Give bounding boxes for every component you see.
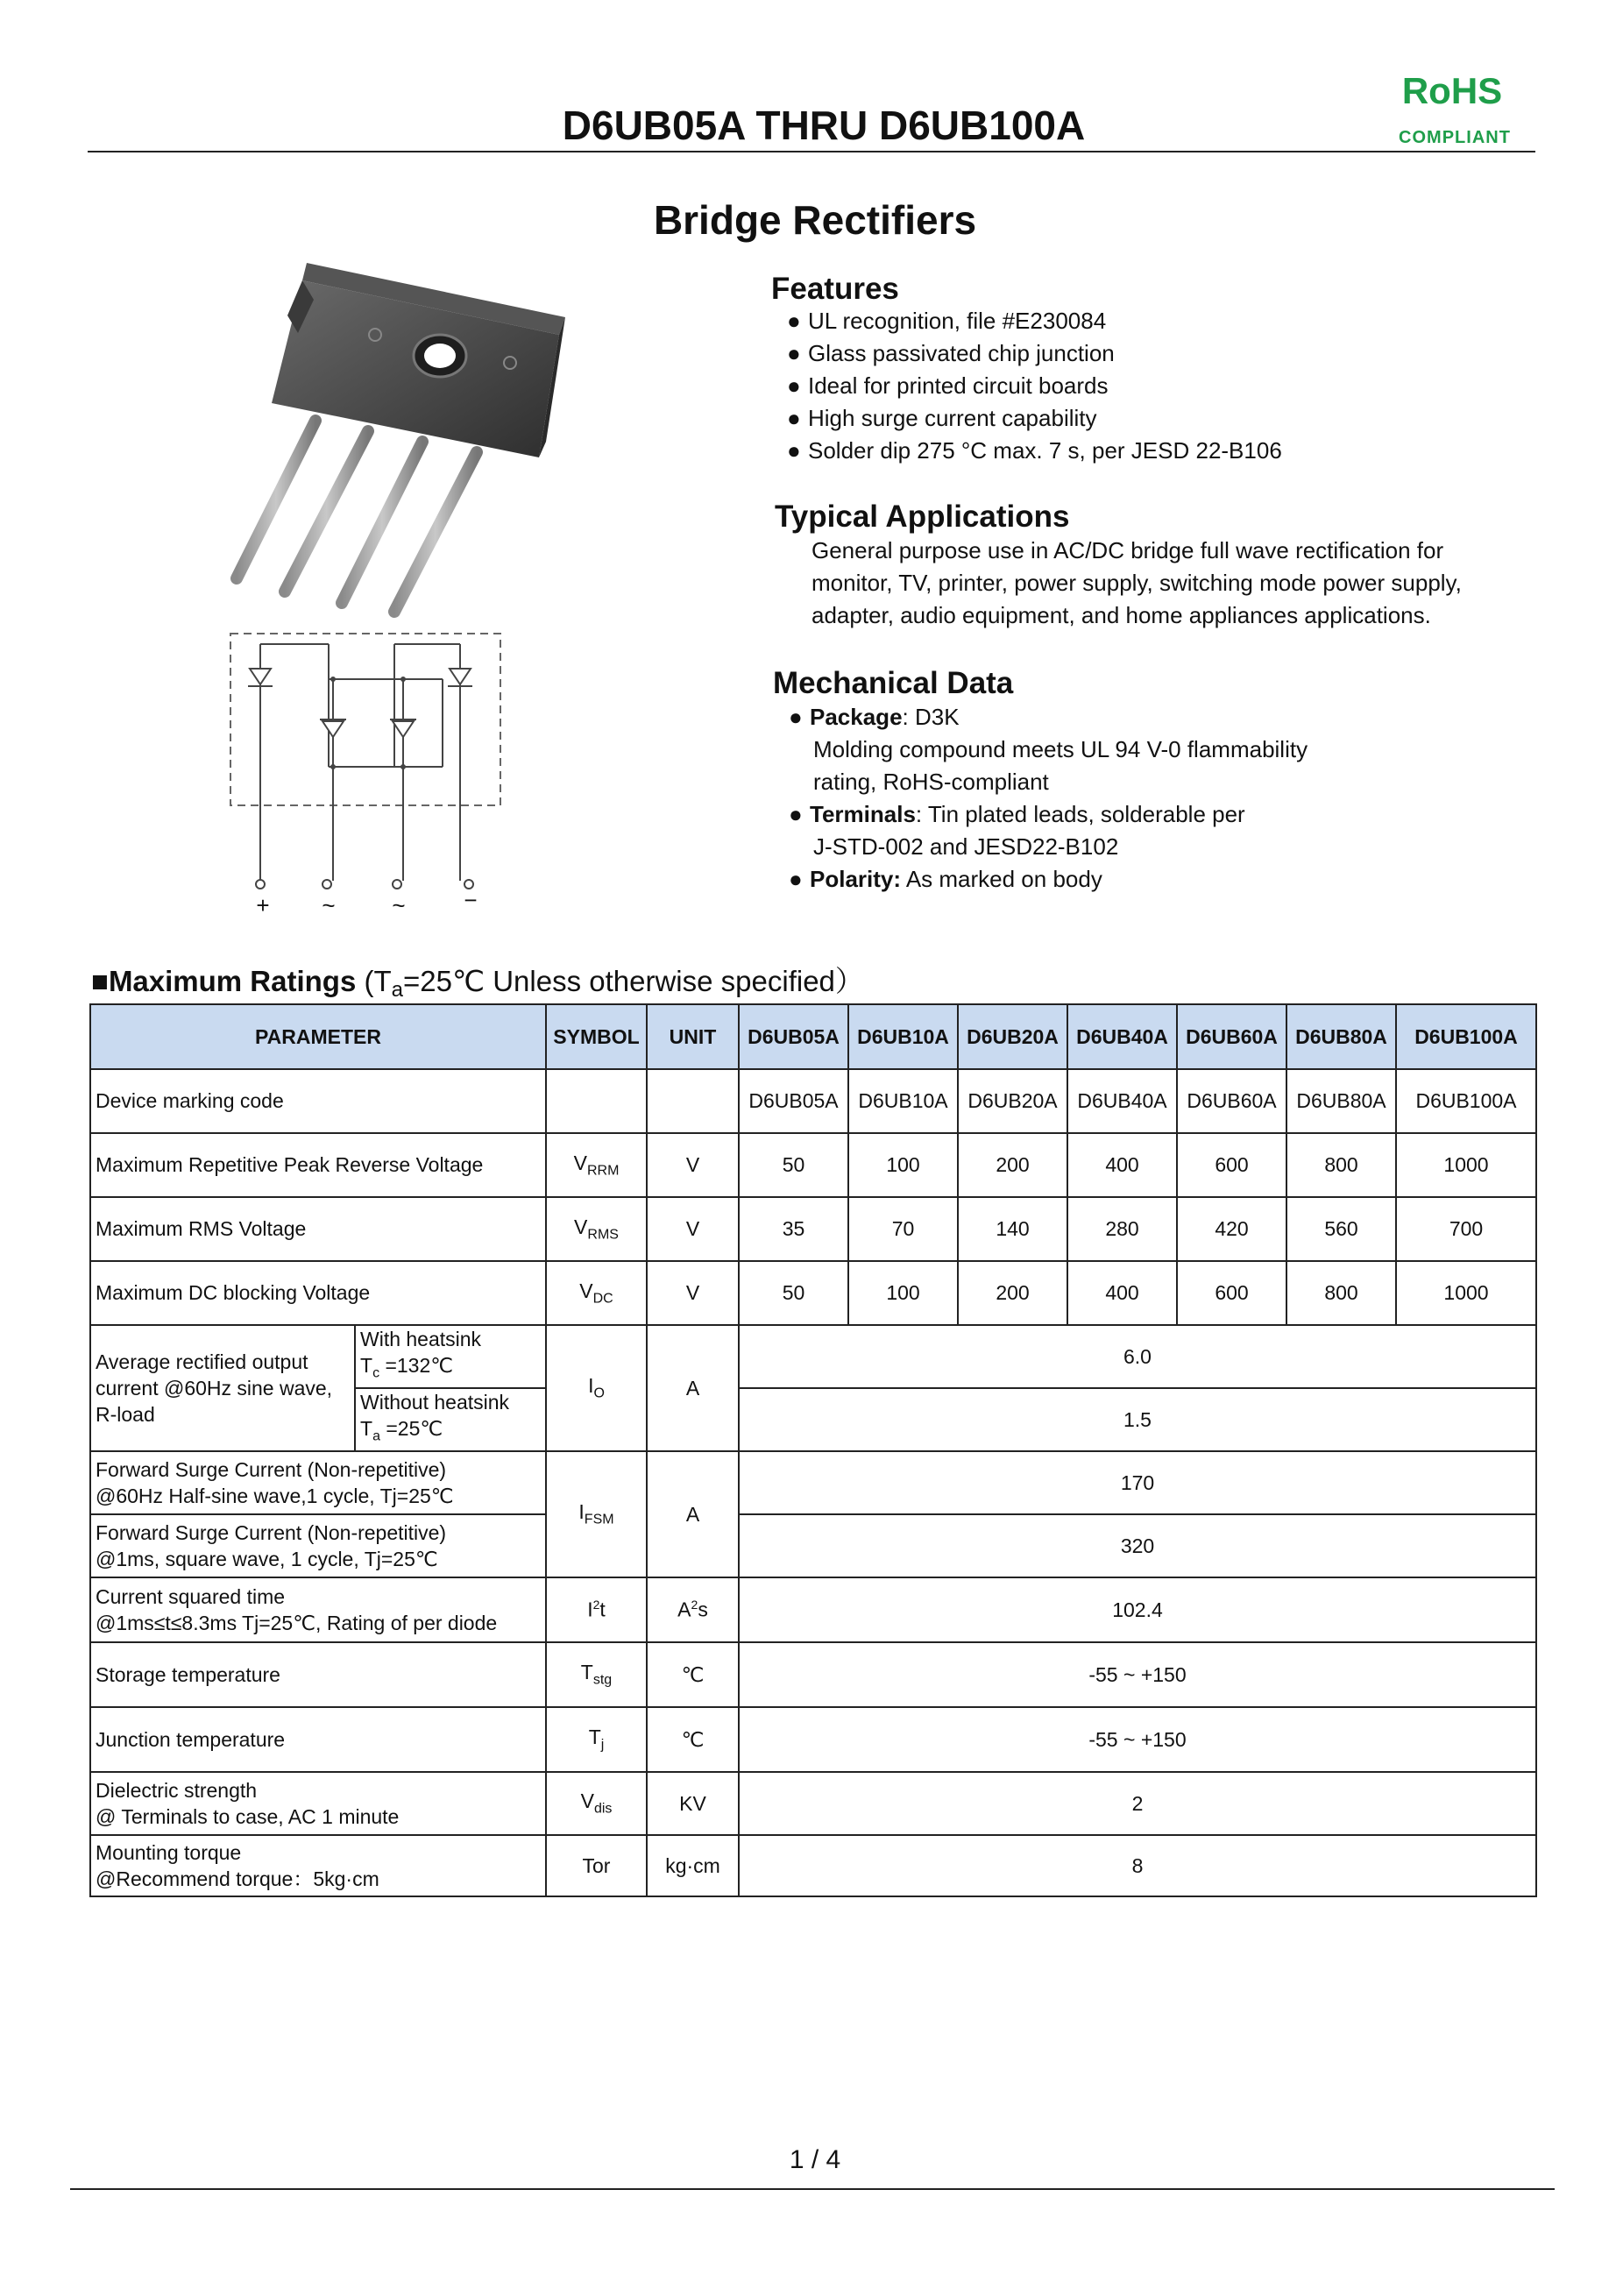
pin-label-ac2: ~	[392, 892, 406, 918]
feature-item: ● UL recognition, file #E230084	[787, 308, 1107, 334]
table-row: Device marking code D6UB05A D6UB10A D6UB20A D6UB40A D6UB60A D6UB80A D6UB100A	[90, 1069, 1536, 1133]
header-model: D6UB80A	[1286, 1004, 1396, 1069]
table-row: Current squared time @1ms≤t≤8.3ms Tj=25℃, Rating of per diode $I^2t$ $A^2s$ 102.4	[90, 1577, 1536, 1642]
feature-item: ● High surge current capability	[787, 405, 1097, 431]
table-row: Average rectified output current @60Hz sine wave, R-load With heatsink $T_c$ =132℃ $I_O$ A 6.0	[90, 1325, 1536, 1388]
pin-label-minus: −	[464, 887, 478, 913]
page-number: 1 / 4	[789, 2145, 841, 2174]
feature-item: ● Solder dip 275 °C max. 7 s, per JESD 22-B106	[787, 437, 1282, 464]
header-model: D6UB20A	[958, 1004, 1067, 1069]
header-model: D6UB05A	[739, 1004, 848, 1069]
features-list	[787, 305, 1282, 467]
table-row: Without heatsink $T_a$ =25℃ 1.5	[90, 1388, 1536, 1451]
mechanical-heading: Mechanical Data	[773, 666, 1014, 700]
rohs-logo: RoHS	[1401, 70, 1503, 111]
ratings-table	[89, 1003, 1537, 1897]
applications-text: General purpose use in AC/DC bridge full wave rectification for monitor, TV, printer, power supply, switching mode power supply, adapter, audio equipment, and home appliances applications.	[812, 537, 1462, 628]
header-unit: UNIT	[647, 1004, 739, 1069]
feature-item: ● Glass passivated chip junction	[787, 340, 1115, 366]
table-row: Storage temperature $T_{stg}$ ℃ -55 ~ +150	[90, 1642, 1536, 1707]
header-model: D6UB10A	[848, 1004, 958, 1069]
table-row: Dielectric strength @ Terminals to case, AC 1 minute $V_{dis}$ KV 2	[90, 1772, 1536, 1835]
package-item: ● Package: D3K	[789, 704, 960, 730]
table-row: Maximum Repetitive Peak Reverse Voltage $V_{RRM}$ V 50 100 200 400 600 800 1000	[90, 1133, 1536, 1197]
table-row: Maximum DC blocking Voltage $V_{DC}$ V 50 100 200 400 600 800 1000	[90, 1261, 1536, 1325]
header-model: D6UB40A	[1067, 1004, 1177, 1069]
header-divider	[88, 151, 1535, 152]
header-model: D6UB60A	[1177, 1004, 1286, 1069]
header-model: D6UB100A	[1396, 1004, 1536, 1069]
terminals-item: ● Terminals: Tin plated leads, solderable per	[789, 801, 1245, 827]
applications-heading: Typical Applications	[775, 500, 1070, 534]
ratings-title: ■Maximum Ratings ($T_a=25℃$ Unless otherwise specified）	[91, 965, 864, 1002]
table-row: Junction temperature $T_j$ ℃ -55 ~ +150	[90, 1707, 1536, 1772]
document-subtitle: Bridge Rectifiers	[653, 197, 977, 243]
header-parameter: PARAMETER	[90, 1004, 546, 1069]
feature-item: ● Ideal for printed circuit boards	[787, 372, 1109, 399]
table-row: Forward Surge Current (Non-repetitive) @60Hz Half-sine wave,1 cycle, Tj=25℃ $I_{FSM}$ A 170	[90, 1451, 1536, 1514]
mechanical-list: ● Package: D3K Molding compound meets UL 94 V-0 flammability rating, RoHS-compliant ● Terminals: Tin plated leads, solderable per J-STD-002 and JESD22-B102 ● Polarity: As marked on body	[789, 701, 1308, 896]
document-title: D6UB05A THRU D6UB100A	[562, 103, 1086, 148]
features-heading: Features	[771, 272, 899, 306]
pin-label-ac1: ~	[322, 892, 336, 918]
rohs-compliant-label: COMPLIANT	[1399, 128, 1511, 147]
polarity-item: ● Polarity: As marked on body	[789, 866, 1102, 892]
package-illustration	[219, 254, 578, 622]
footer-divider	[70, 2188, 1555, 2190]
table-row: Mounting torque @Recommend torque：5kg·cm Tor kg·cm 8	[90, 1835, 1536, 1896]
table-row: Maximum RMS Voltage $V_{RMS}$ V 35 70 140 280 420 560 700	[90, 1197, 1536, 1261]
table-header-row	[90, 1004, 1536, 1069]
pin-label-plus: +	[256, 892, 270, 918]
header-symbol: SYMBOL	[546, 1004, 647, 1069]
table-row: Forward Surge Current (Non-repetitive) @1ms, square wave, 1 cycle, Tj=25℃ 320	[90, 1514, 1536, 1577]
